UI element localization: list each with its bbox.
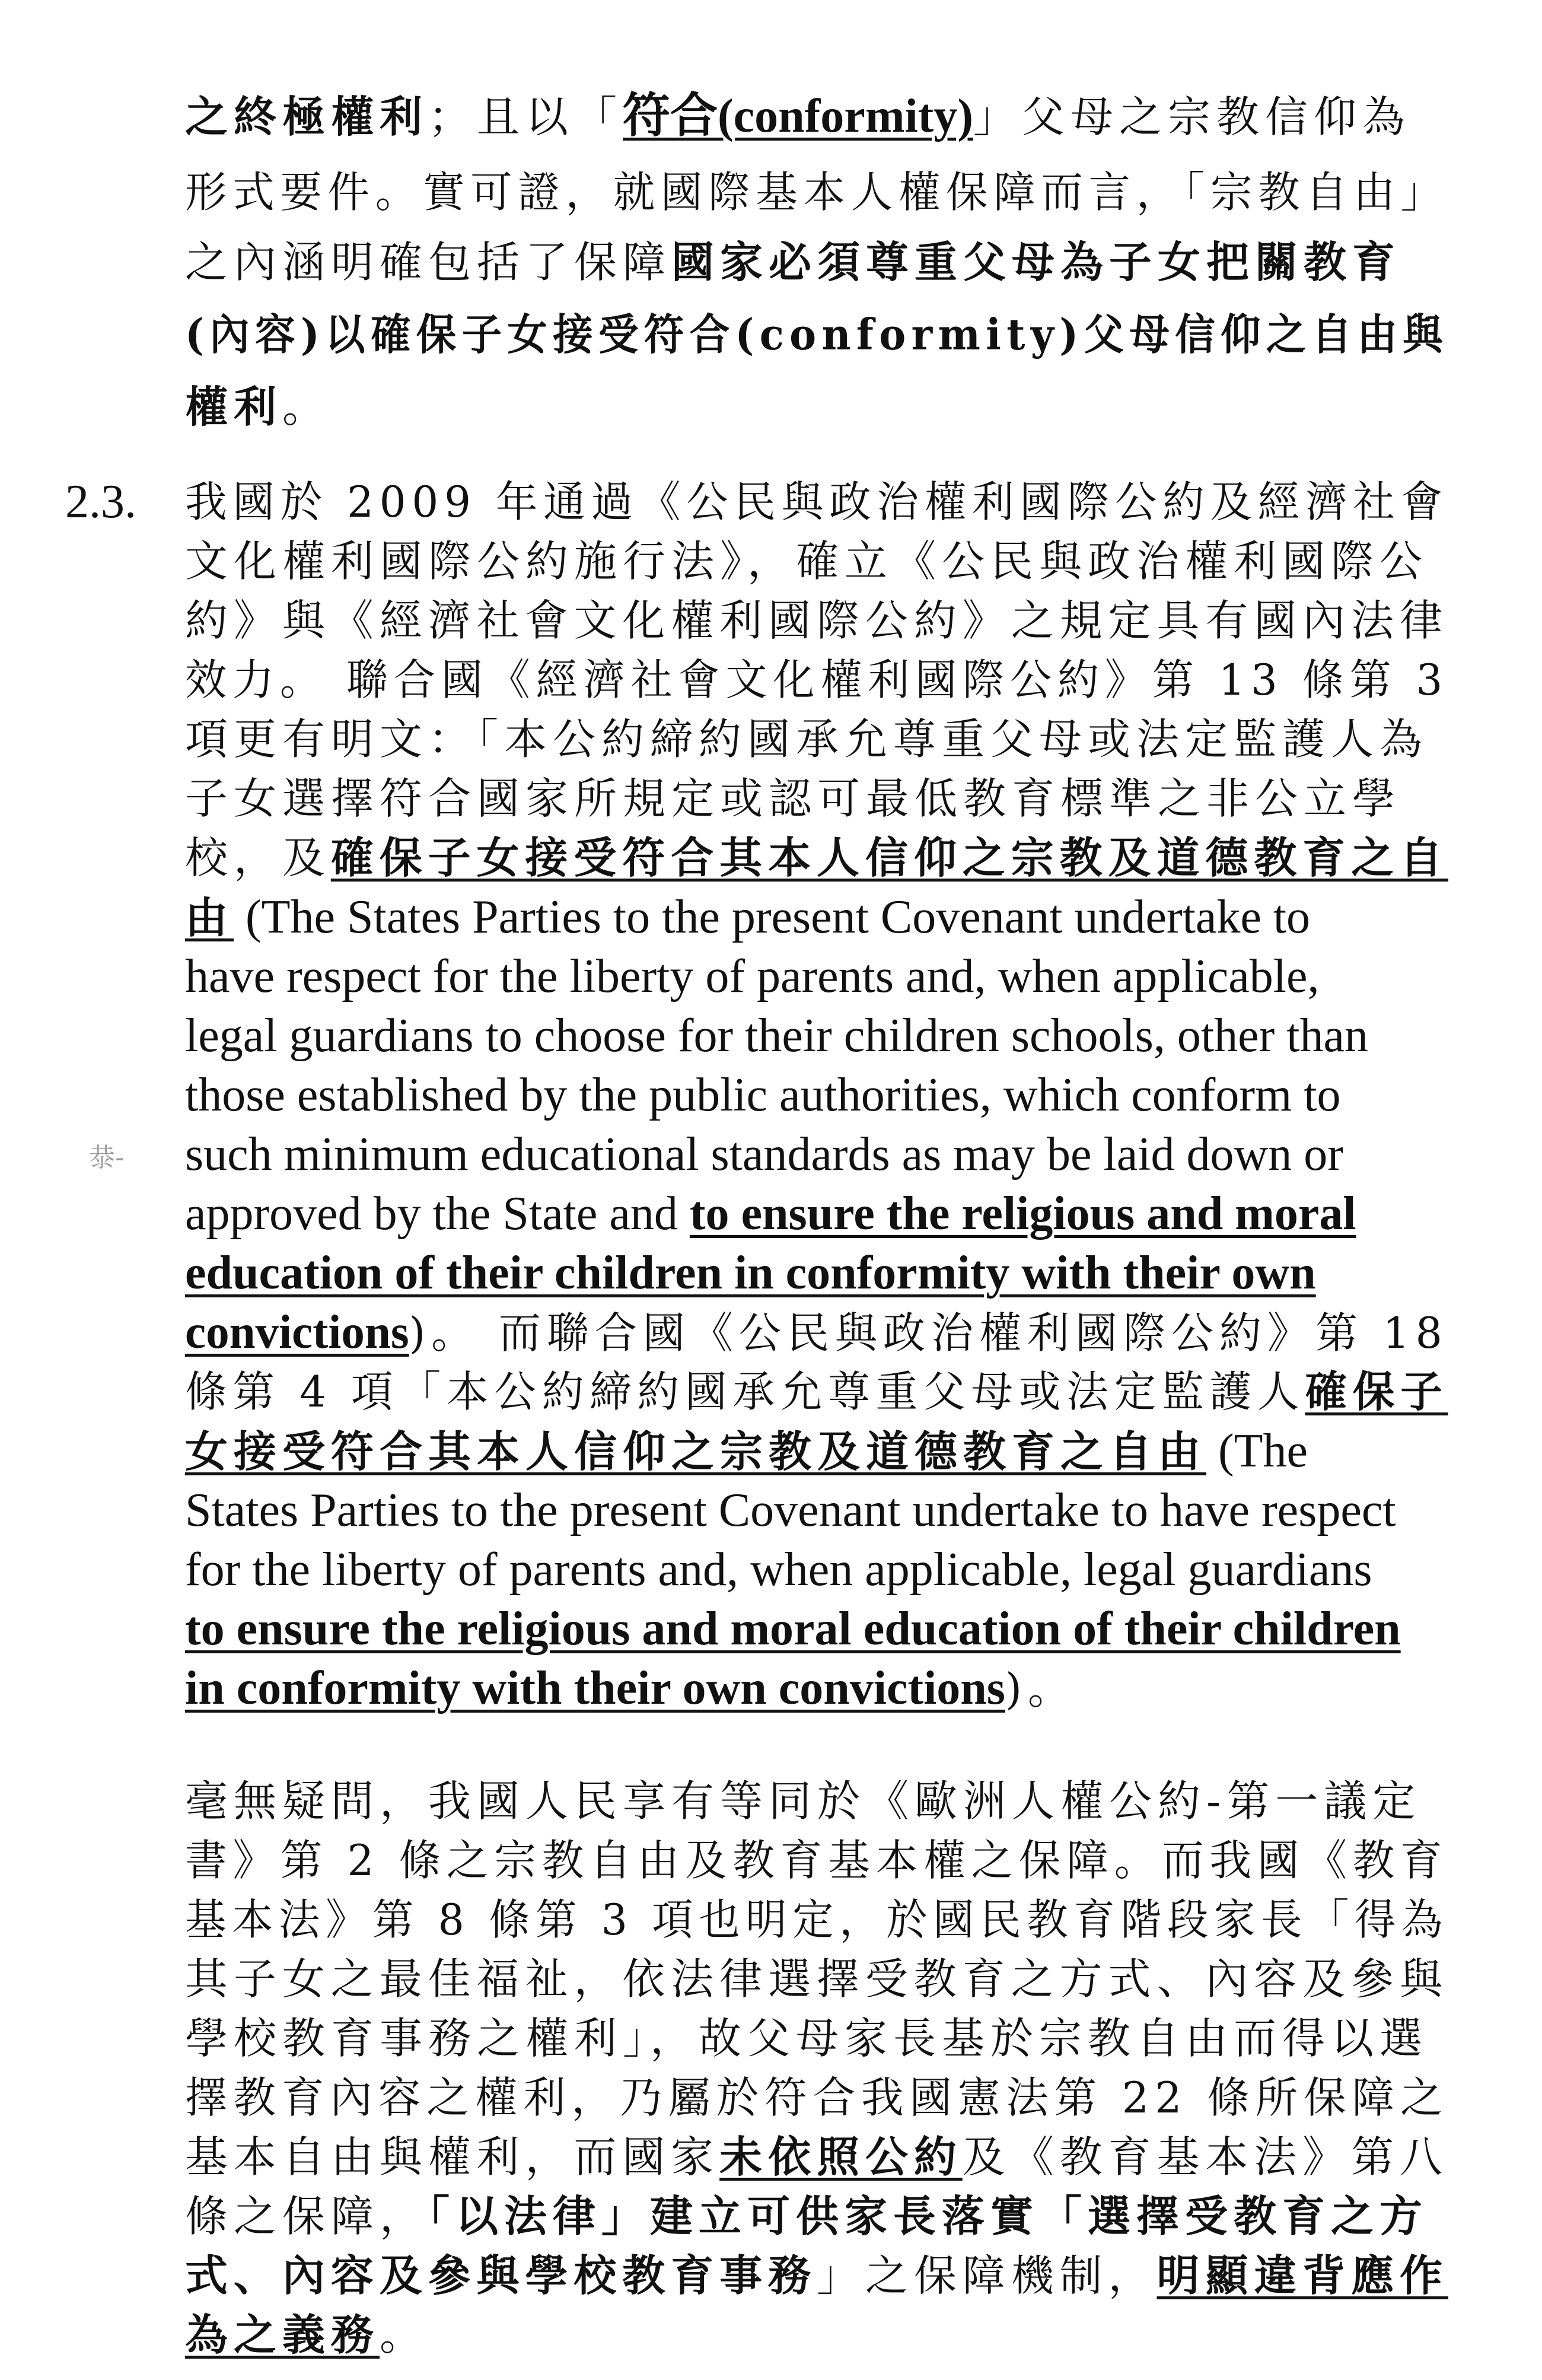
closing-line-9: 式、內容及參與學校教育事務」之保障機制，明顯違背應作 bbox=[185, 2250, 1449, 2301]
section-line-16: 條第 4 項「本公約締約國承允尊重父母或法定監護人確保子 bbox=[185, 1366, 1448, 1417]
section-line-6: 子女選擇符合國家所規定或認可最低教育標準之非公立學 bbox=[185, 774, 1401, 823]
margin-mark: 㳟- bbox=[89, 1143, 125, 1173]
section-line-20: to ensure the religious and moral education of their children bbox=[185, 1603, 1401, 1655]
section-line-3: 約》與《經濟社會文化權利國際公約》之規定具有國內法律 bbox=[185, 596, 1449, 645]
section-line-11: those established by the public authorities, which conform to bbox=[185, 1069, 1341, 1121]
section-line-4: 效力。 聯合國《經濟社會文化權利國際公約》第 13 條第 3 bbox=[185, 655, 1448, 705]
closing-line-8: 條之保障，「以法律」建立可供家長落實「選擇受教育之方 bbox=[185, 2191, 1429, 2241]
section-line-5: 項更有明文：「本公約締約國承允尊重父母或法定監護人為 bbox=[185, 714, 1429, 764]
intro-line-4: (內容)以確保子女接受符合(conformity)父母信仰之自由與 bbox=[185, 309, 1449, 359]
section-line-19: for the liberty of parents and, when applicable, legal guardians bbox=[185, 1544, 1372, 1596]
section-line-8: 由 (The States Parties to the present Covenant undertake to bbox=[185, 891, 1311, 943]
closing-line-6: 擇教育內容之權利，乃屬於符合我國憲法第 22 條所保障之 bbox=[185, 2073, 1449, 2123]
intro-line-3: 之內涵明確包括了保障國家必須尊重父母為子女把關教育 bbox=[185, 237, 1401, 287]
closing-line-10: 為之義務。 bbox=[185, 2309, 429, 2360]
section-line-15: convictions)。 而聯合國《公民與政治權利國際公約》第 18 bbox=[185, 1306, 1448, 1358]
section-line-9: have respect for the liberty of parents and, when applicable, bbox=[185, 950, 1320, 1003]
section-line-1: 我國於 2009 年通過《公民與政治權利國際公約及經濟社會 bbox=[185, 477, 1449, 527]
closing-line-7: 基本自由與權利，而國家未依照公約及《教育基本法》第八 bbox=[185, 2131, 1449, 2182]
section-line-17: 女接受符合其本人信仰之宗教及道德教育之自由 (The bbox=[185, 1425, 1308, 1477]
closing-line-4: 其子女之最佳福祉，依法律選擇受教育之方式、內容及參與 bbox=[185, 1954, 1449, 2004]
section-line-21: in conformity with their own convictions)。 bbox=[185, 1662, 1077, 1714]
intro-line-1: 之終極權利；且以「符合(conformity)」父母之宗教信仰為 bbox=[185, 90, 1411, 142]
section-line-18: States Parties to the present Covenant undertake to have respect bbox=[185, 1484, 1396, 1536]
section-line-7: 校，及確保子女接受符合其本人信仰之宗教及道德教育之自 bbox=[185, 832, 1449, 883]
section-line-14: education of their children in conformity with their own bbox=[185, 1247, 1316, 1299]
section-line-13: approved by the State and to ensure the religious and moral bbox=[185, 1188, 1356, 1240]
section-number: 2.3. bbox=[65, 476, 136, 528]
section-line-2: 文化權利國際公約施行法》，確立《公民與政治權利國際公 bbox=[185, 536, 1429, 586]
section-line-10: legal guardians to choose for their children schools, other than bbox=[185, 1010, 1368, 1062]
closing-line-3: 基本法》第 8 條第 3 項也明定，於國民教育階段家長「得為 bbox=[185, 1895, 1449, 1945]
intro-line-2: 形式要件。實可證，就國際基本人權保障而言，「宗教自由」 bbox=[185, 167, 1449, 217]
intro-line-5: 權利。 bbox=[185, 381, 332, 432]
closing-line-5: 學校教育事務之權利」，故父母家長基於宗教自由而得以選 bbox=[185, 2013, 1429, 2063]
closing-line-1: 毫無疑問，我國人民享有等同於《歐洲人權公約-第一議定 bbox=[185, 1776, 1422, 1826]
closing-line-2: 書》第 2 條之宗教自由及教育基本權之保障。而我國《教育 bbox=[185, 1835, 1448, 1885]
section-line-12: such minimum educational standards as may be laid down or bbox=[185, 1128, 1343, 1181]
